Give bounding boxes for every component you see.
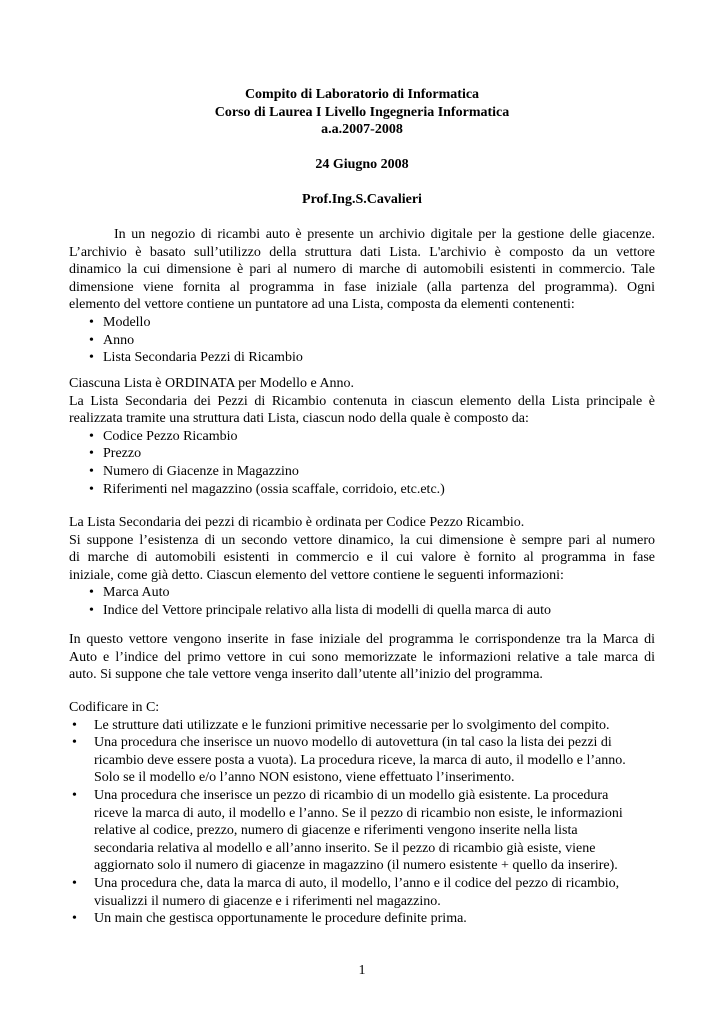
list-item: • Una procedura che inserisce un nuovo modello di autovettura (in tal caso la lista dei pezzi di ricambio deve essere posta a vuota). La procedura riceve, la marca di auto, il modello e l’anno. Solo se il modello e/o l’anno NON esistono, viene effettuato l’inserimento. — [69, 734, 655, 787]
list-elements — [69, 314, 655, 367]
list-item: • Numero di Giacenze in Magazzino — [69, 463, 655, 481]
list-item: • Riferimenti nel magazzino (ossia scaffale, corridoio, etc.etc.) — [69, 481, 655, 499]
list-item: • Prezzo — [69, 445, 655, 463]
paragraph-vector-insert: In questo vettore vengono inserite in fase iniziale del programma le corrispondenze tra la Marca di Auto e l’indice del primo vettore in cui sono memorizzate le informazioni relative a tale marca di auto. Si suppone che tale vettore venga inserito dall’utente all’inizio del programma. — [69, 632, 655, 683]
list-item: • Marca Auto — [69, 584, 655, 602]
list-item: • Indice del Vettore principale relativo alla lista di modelli di quella marca di auto — [69, 602, 655, 620]
academic-year: a.a.2007-2008 — [321, 122, 403, 138]
list-item: • Le strutture dati utilizzate e le funzioni primitive necessarie per lo svolgimento del compito. — [69, 717, 655, 735]
paragraph-intro: In un negozio di ricambi auto è presente un archivio digitale per la gestione delle giacenze. L’archivio è basato sull’utilizzo della struttura dati Lista. L'archivio è composto da un vettore dinamico la cui dimensione è pari al numero di marche di automobili esistenti in commercio. Tale dimensione viene fornita al programma in fase iniziale (alla partenza del programma). Ogni elemento del vettore contiene un puntatore ad una Lista, composta da elementi contenenti: • Modello • Anno • Lista Secondaria Pezzi di Ricambio — [69, 226, 655, 367]
course-title: Compito di Laboratorio di Informatica — [244, 87, 480, 102]
section-title: Codificare in C: — [69, 700, 160, 715]
list-item: • Anno — [69, 332, 655, 350]
list-item: • Modello — [69, 314, 655, 332]
list-item: • Una procedura che, data la marca di auto, il modello, l’anno e il codice del pezzo di ricambio, visualizzi il numero di giacenze e i riferimenti nel magazzino. — [69, 875, 655, 910]
list-node-fields — [69, 428, 655, 498]
list-item: • Lista Secondaria Pezzi di Ricambio — [69, 349, 655, 367]
degree-title: Corso di Laurea I Livello Ingegneria Informatica — [214, 104, 510, 120]
paragraph-secondary-list: Ciascuna Lista è ORDINATA per Modello e Anno. La Lista Secondaria dei Pezzi di Ricambio contenuta in ciascun elemento della Lista principale è realizzata tramite una struttura dati Lista, ciascun nodo della quale è composto da: • Codice Pezzo Ricambio • Prezzo • Numero di Giacenze in Magazzino • Riferimenti nel magazzino (ossia scaffale, corridoio, etc.etc.) — [69, 375, 655, 498]
exam-date: 24 Giugno 2008 — [315, 157, 409, 172]
professor-name: Prof.Ing.S.Cavalieri — [302, 192, 422, 207]
list-item: • Una procedura che inserisce un pezzo di ricambio di un modello già esistente. La procedura riceve la marca di auto, il modello e l’anno. Se il pezzo di ricambio non esiste, le informazioni relative al codice, prezzo, numero di giacenze e riferimenti vengono inserite nella lista secondaria relativa al modello e all’anno inserito. Se il pezzo di ricambio già esiste, viene aggiornato solo il numero di giacenze in magazzino (il numero esistente + quello da inserire). — [69, 787, 655, 875]
list-item: • Codice Pezzo Ricambio — [69, 428, 655, 446]
list-tasks — [69, 717, 655, 928]
list-item: • Un main che gestisca opportunamente le procedure definite prima. — [69, 910, 655, 928]
page-number: 1 — [358, 963, 366, 978]
paragraph-second-vector: La Lista Secondaria dei pezzi di ricambio è ordinata per Codice Pezzo Ricambio. Si suppone l’esistenza di un secondo vettore dinamico, la cui dimensione è sempre pari al numero di marche di automobili esistenti in commercio e il cui valore è fornito al programma in fase iniziale, come già detto. Ciascun elemento del vettore contiene le seguenti informazioni: • Marca Auto • Indice del Vettore principale relativo alla lista di modelli di quella marca di auto — [69, 514, 655, 620]
section-codifica — [69, 699, 655, 928]
list-vector-fields — [69, 584, 655, 619]
document-header — [0, 86, 724, 139]
